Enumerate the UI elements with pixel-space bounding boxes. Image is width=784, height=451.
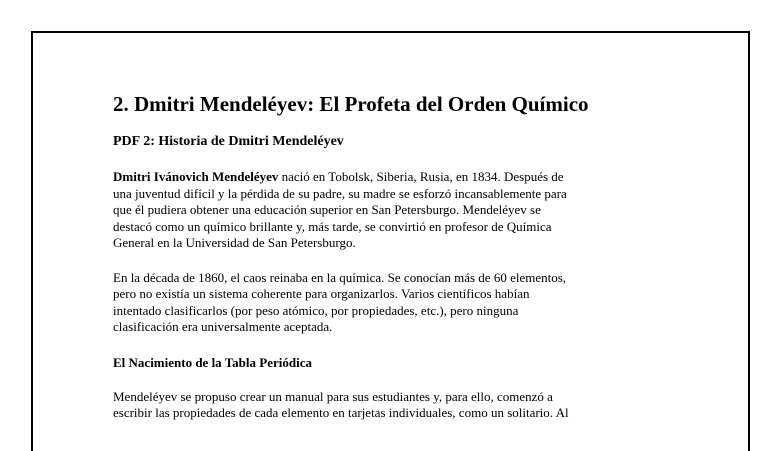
paragraph-line: En la década de 1860, el caos reinaba en la química. Se conocían más de 60 elementos,: [113, 269, 567, 285]
paragraph-chemistry-chaos: [113, 270, 673, 336]
paragraph-line: General en la Universidad de San Petersburgo.: [113, 235, 356, 250]
paragraph-line: escribir las propiedades de cada elemento en tarjetas individuales, como un solitario. Al: [113, 405, 569, 420]
paragraph-line: Mendeléyev se propuso crear un manual para sus estudiantes y, para ello, comenzó a: [113, 388, 553, 404]
section-heading: El Nacimiento de la Tabla Periódica: [113, 354, 312, 370]
document-subtitle: PDF 2: Historia de Dmitri Mendeléyev: [113, 134, 344, 149]
paragraph-periodic-table: [113, 389, 673, 422]
page-title: 2. Dmitri Mendeléyev: El Profeta del Orden Químico: [113, 92, 589, 116]
paragraph-line: una juventud difícil y la pérdida de su padre, su madre se esforzó incansablemente para: [113, 185, 567, 201]
paragraph-line: pero no existía un sistema coherente para organizarlos. Varios científicos habían: [113, 286, 530, 301]
document-content: [113, 91, 673, 422]
paragraph-biography: [113, 169, 673, 252]
paragraph-line: destacó como un químico brillante y, más tarde, se convirtió en profesor de Química: [113, 218, 552, 234]
bold-name: Dmitri Ivánovich Mendeléyev: [113, 169, 279, 184]
line-text: nació en Tobolsk, Siberia, Rusia, en 1834. Después de: [278, 169, 564, 184]
document-page: [31, 31, 750, 451]
paragraph-line: clasificación era universalmente aceptada.: [113, 319, 333, 334]
paragraph-line: intentado clasificarlos (por peso atómico, por propiedades, etc.), pero ninguna: [113, 302, 519, 318]
paragraph-line: que él pudiera obtener una educación superior en San Petersburgo. Mendeléyev se: [113, 202, 541, 217]
paragraph-line: [113, 169, 673, 186]
